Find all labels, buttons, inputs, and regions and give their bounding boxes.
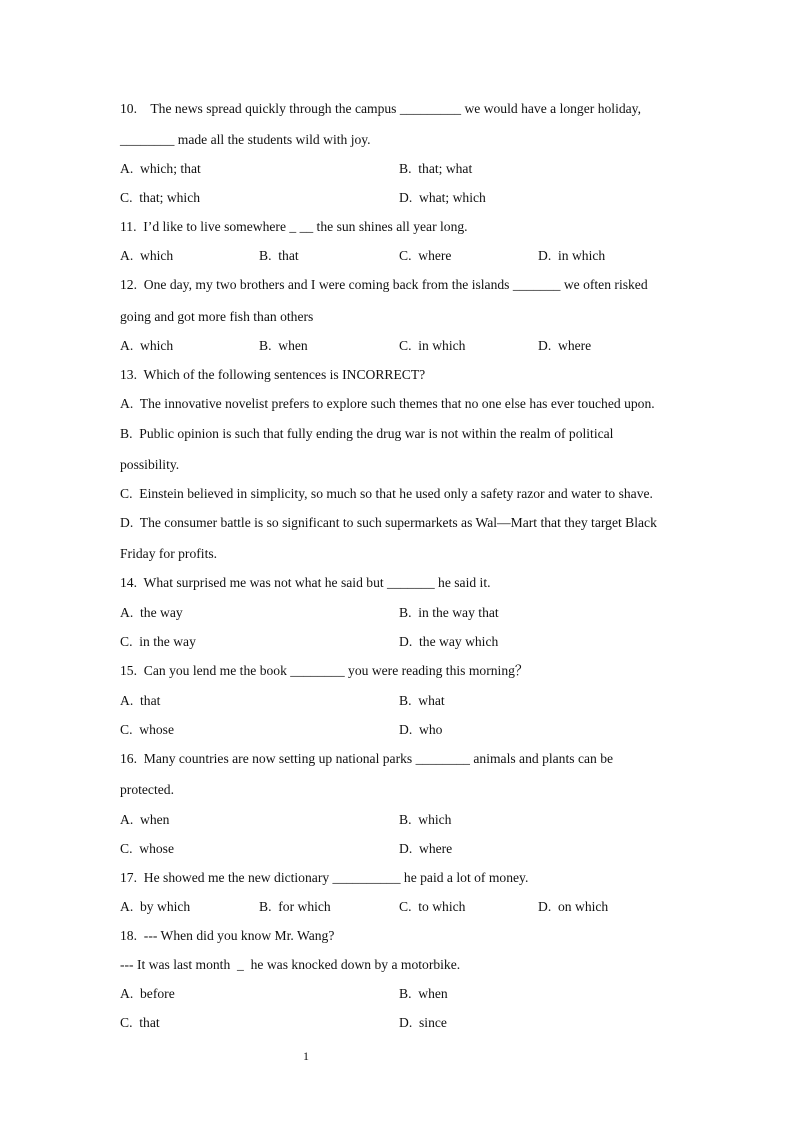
- question-15-stem: 15. Can you lend me the book ________ you were reading this morning？: [120, 663, 529, 678]
- question-13-option-b: B. Public opinion is such that fully ending the drug war is not within the realm of political: [120, 426, 614, 441]
- question-12-option-c: C. in which: [399, 338, 466, 353]
- question-15-option-d: D. who: [399, 722, 443, 737]
- question-16-option-c: C. whose: [120, 841, 174, 856]
- question-11-option-d: D. in which: [538, 248, 606, 263]
- question-14-option-c: C. in the way: [120, 634, 196, 649]
- question-12-option-a: A. which: [120, 338, 174, 353]
- question-11-stem: 11. I’d like to live somewhere _ __ the sun shines all year long.: [120, 219, 468, 234]
- question-18-option-c: C. that: [120, 1015, 160, 1030]
- question-16-stem-cont: protected.: [120, 782, 174, 797]
- question-17-stem: 17. He showed me the new dictionary __________ he paid a lot of money.: [120, 870, 529, 885]
- question-13-option-c: C. Einstein believed in simplicity, so much so that he used only a safety razor and water to shave.: [120, 486, 653, 501]
- question-11-option-b: B. that: [259, 248, 299, 263]
- question-11-option-c: C. where: [399, 248, 452, 263]
- question-15-option-b: B. what: [399, 693, 445, 708]
- page-number: 1: [303, 1049, 309, 1063]
- question-14-option-d: D. the way which: [399, 634, 499, 649]
- question-18-stem-cont: --- It was last month _ he was knocked down by a motorbike.: [120, 957, 461, 972]
- question-13-option-d-cont: Friday for profits.: [120, 546, 218, 561]
- question-14-stem: 14. What surprised me was not what he said but _______ he said it.: [120, 575, 491, 590]
- question-16-option-b: B. which: [399, 812, 452, 827]
- question-18-option-d: D. since: [399, 1015, 447, 1030]
- question-13-option-b-cont: possibility.: [120, 457, 180, 472]
- question-10-option-c: C. that; which: [120, 190, 201, 205]
- question-14-option-a: A. the way: [120, 605, 183, 620]
- question-10-stem-cont: ________ made all the students wild with joy.: [120, 132, 371, 147]
- question-15-option-c: C. whose: [120, 722, 174, 737]
- question-10-option-a: A. which; that: [120, 161, 201, 176]
- question-16-option-d: D. where: [399, 841, 453, 856]
- question-18-option-b: B. when: [399, 986, 448, 1001]
- question-17-option-d: D. on which: [538, 899, 609, 914]
- question-10-stem: 10. The news spread quickly through the campus _________ we would have a longer holiday,: [120, 101, 641, 116]
- question-12-stem-cont: going and got more fish than others: [120, 309, 314, 324]
- question-12-stem: 12. One day, my two brothers and I were coming back from the islands _______ we often risked: [120, 277, 648, 292]
- question-18-option-a: A. before: [120, 986, 175, 1001]
- question-10-option-d: D. what; which: [399, 190, 486, 205]
- question-16-stem: 16. Many countries are now setting up national parks ________ animals and plants can be: [120, 751, 614, 766]
- question-17-option-b: B. for which: [259, 899, 331, 914]
- question-17-option-c: C. to which: [399, 899, 466, 914]
- question-13-stem: 13. Which of the following sentences is INCORRECT?: [120, 367, 426, 382]
- question-17-option-a: A. by which: [120, 899, 191, 914]
- question-16-option-a: A. when: [120, 812, 170, 827]
- question-12-option-d: D. where: [538, 338, 592, 353]
- question-15-option-a: A. that: [120, 693, 161, 708]
- question-14-option-b: B. in the way that: [399, 605, 499, 620]
- question-13-option-a: A. The innovative novelist prefers to explore such themes that no one else has ever touched upon.: [120, 396, 655, 411]
- question-18-stem: 18. --- When did you know Mr. Wang?: [120, 928, 335, 943]
- question-11-option-a: A. which: [120, 248, 174, 263]
- question-12-option-b: B. when: [259, 338, 308, 353]
- question-10-option-b: B. that; what: [399, 161, 473, 176]
- question-13-option-d: D. The consumer battle is so significant to such supermarkets as Wal—Mart that they target Black: [120, 515, 657, 530]
